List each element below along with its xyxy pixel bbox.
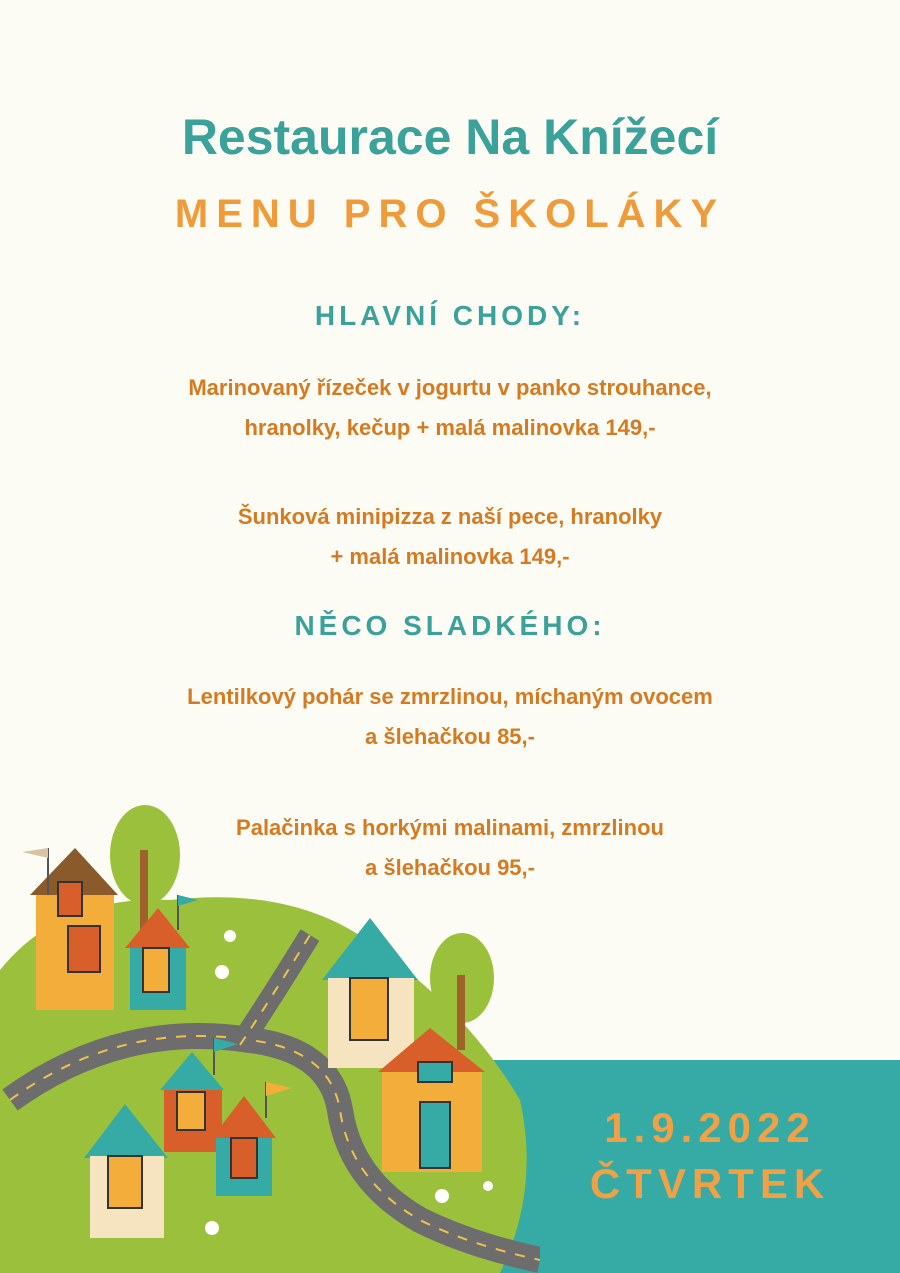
menu-item-line: + malá malinovka 149,- — [330, 544, 570, 569]
menu-item-line: Lentilkový pohár se zmrzlinou, míchaným ovocem — [187, 684, 713, 709]
menu-item-line: Marinovaný řízeček v jogurtu v panko strouhance, — [188, 375, 712, 400]
section-heading-dessert: NĚCO SLADKÉHO: — [294, 610, 606, 641]
menu-item-line: a šlehačkou 95,- — [365, 855, 535, 880]
menu-item-line: Palačinka s horkými malinami, zmrzlinou — [236, 815, 664, 840]
restaurant-title: Restaurace Na Knížecí — [181, 109, 719, 165]
village-illustration-icon — [0, 800, 540, 1273]
date-text: 1.9.2022 — [604, 1104, 816, 1151]
menu-item-line: a šlehačkou 85,- — [365, 724, 535, 749]
weekday-text: ČTVRTEK — [589, 1160, 831, 1207]
section-heading-main: HLAVNÍ CHODY: — [314, 300, 586, 331]
menu-item-line: hranolky, kečup + malá malinovka 149,- — [244, 415, 656, 440]
menu-subtitle: MENU PRO ŠKOLÁKY — [174, 192, 726, 236]
menu-item-line: Šunková minipizza z naší pece, hranolky — [237, 504, 663, 529]
